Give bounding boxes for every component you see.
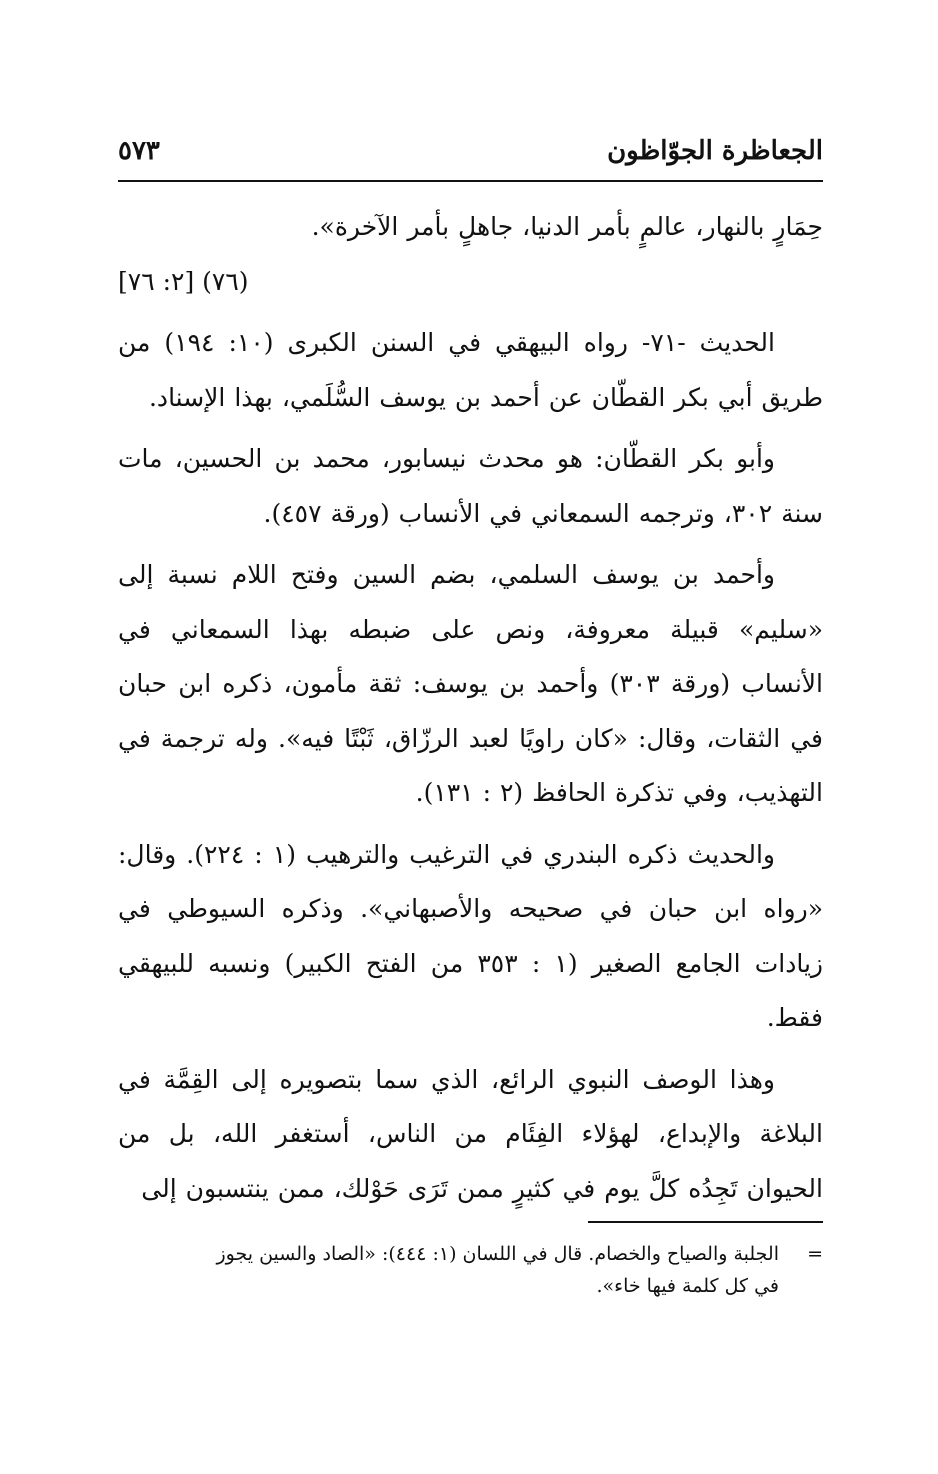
footnotes — [118, 1238, 823, 1302]
paragraph-bandari: والحديث ذكره البندري في الترغيب والترهيب (١ : ٢٢٤). وقال: «رواه ابن حبان في صحيحه والأصبهاني». وذكره السيوطي في زيادات الجامع الصغير (١ : ٣٥٣ من الفتح الكبير) ونسبه للبيهقي فقط. — [118, 839, 823, 1032]
running-title: الجعاظرة الجوّاظون — [607, 136, 823, 166]
paragraph-abu-bakr: وأبو بكر القطّان: هو محدث نيسابور، محمد بن الحسين، مات سنة ٣٠٢، وترجمه السمعاني في الأنساب (ورقة ٤٥٧). — [118, 444, 823, 528]
paragraph-ahmad-sulami: وأحمد بن يوسف السلمي، بضم السين وفتح اللام نسبة إلى «سليم» قبيلة معروفة، ونص على ضبطه بهذا السمعاني في الأنساب (ورقة ٣٠٣) وأحمد بن يوسف: ثقة مأمون، ذكره ابن حبان في الثقات، وقال: «كان راويًا لعبد الرزّاق، ثَبْتًا فيه». وله ترجمة في التهذيب، وفي تذكرة الحافظ (٢ : ١٣١). — [118, 560, 824, 807]
footnote-divider — [588, 1221, 823, 1223]
paragraph-commentary: وهذا الوصف النبوي الرائع، الذي سما بتصويره إلى القِمَّة في البلاغة والإبداع، لهؤلاء الفِئَام من الناس، أستغفر الله، بل من الحيوان تَجِدُه كلَّ يوم في كثيرٍ ممن تَرَى حَوْلك، ممن ينتسبون إلى — [118, 1064, 823, 1203]
page-body — [118, 200, 823, 1216]
paragraph-hadith-source: الحديث -٧١- رواه البيهقي في السنن الكبرى (١٠: ١٩٤) من طريق أبي بكر القطّان عن أحمد بن يوسف السُّلَمي، بهذا الإسناد. — [118, 328, 823, 412]
page-number: ٥٧٣ — [118, 136, 160, 166]
header-divider — [118, 180, 823, 182]
hadith-reference: (٧٦) [٢: ٧٦] — [118, 266, 249, 296]
footnote-text-1: الجلبة والصياح والخصام. قال في اللسان (١: ٤٤٤): «الصاد والسين يجوز — [216, 1243, 779, 1265]
paragraph-continuation: حِمَارٍ بالنهار، عالمٍ بأمر الدنيا، جاهلٍ بأمر الآخرة». — [311, 212, 823, 241]
page-header — [118, 134, 823, 174]
footnote-marker: = — [807, 1243, 823, 1265]
footnote-line-2: في كل كلمة فيها خاء». — [596, 1275, 779, 1297]
footnote-line-1 — [118, 1238, 823, 1270]
